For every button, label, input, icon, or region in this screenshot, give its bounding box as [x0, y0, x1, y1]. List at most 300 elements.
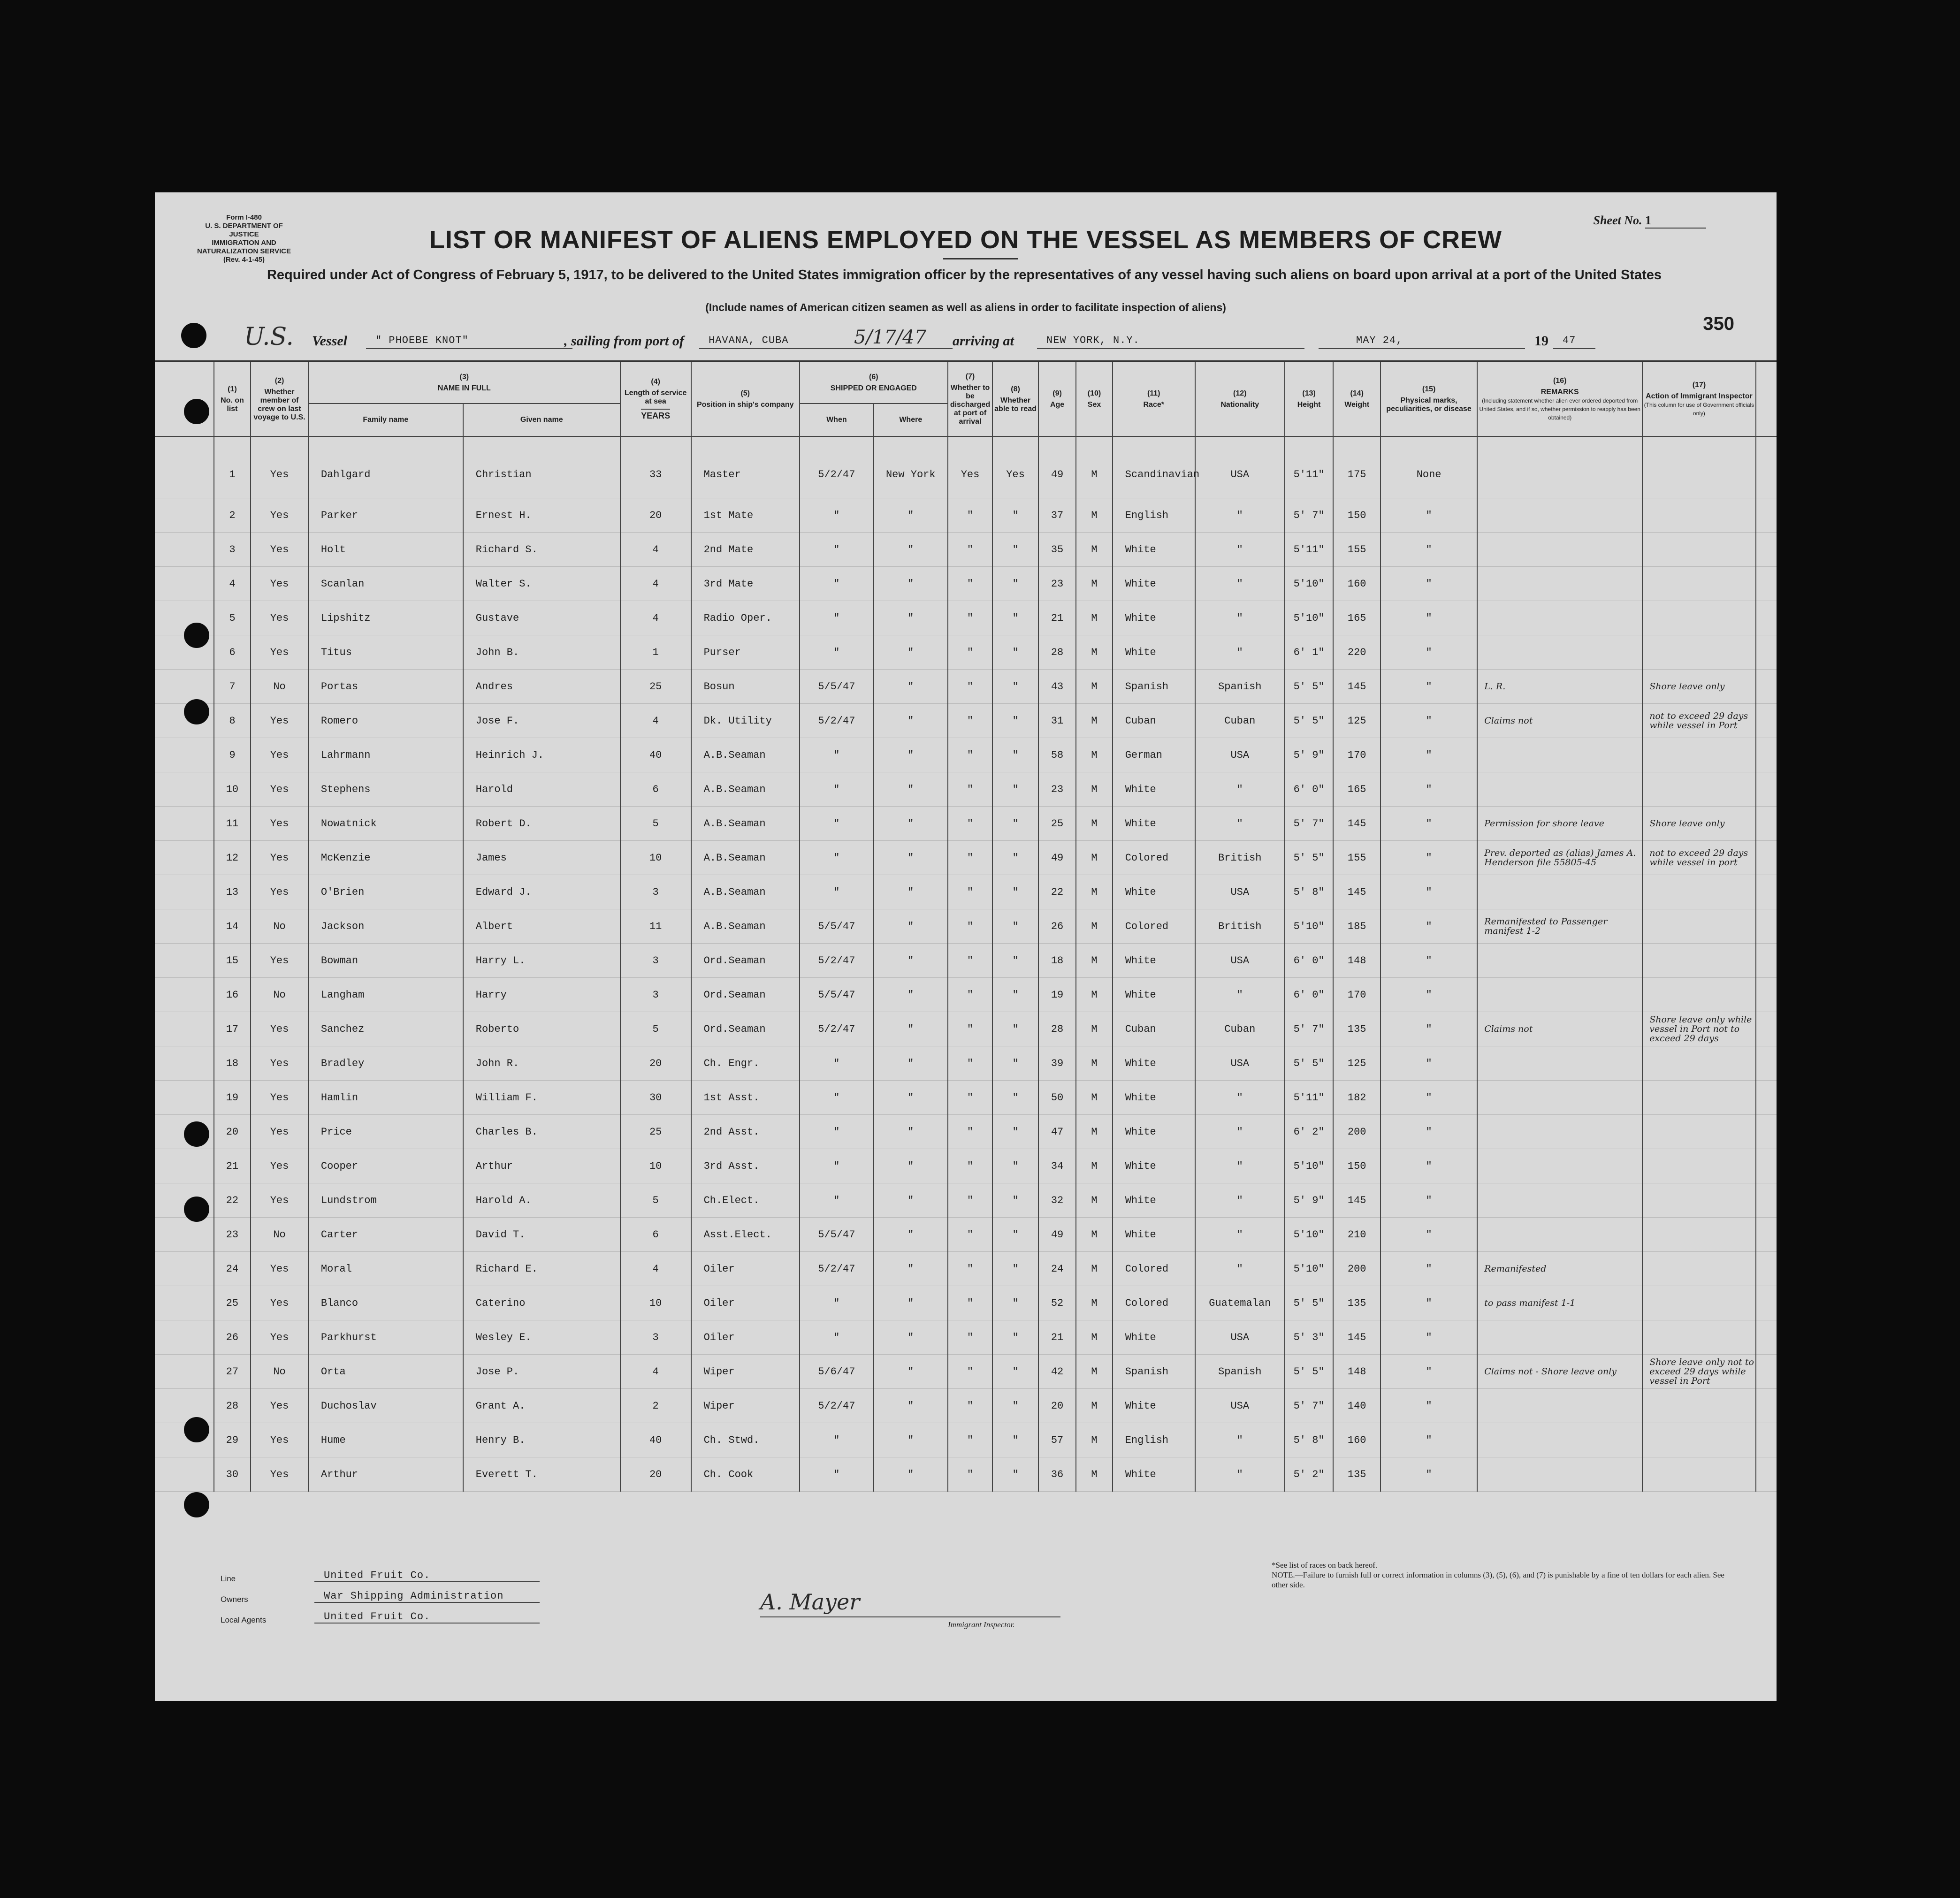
last-voyage-cell: Yes	[251, 772, 308, 807]
shipped-when-cell: "	[800, 1183, 874, 1218]
page-title: LIST OR MANIFEST OF ALIENS EMPLOYED ON THE VESSEL AS MEMBERS OF CREW	[429, 226, 1502, 254]
sex-cell: M	[1076, 1252, 1112, 1286]
able-to-read-cell: "	[992, 978, 1038, 1012]
manifest-page	[155, 192, 1777, 1701]
margin-cell	[1756, 670, 1777, 704]
physical-marks-cell: "	[1380, 704, 1477, 738]
col-where-header: Where	[874, 404, 948, 436]
weight-cell: 200	[1333, 1115, 1380, 1149]
margin-cell	[1756, 1423, 1777, 1457]
shipped-where-cell: "	[874, 635, 948, 670]
given-name-cell: Robert D.	[463, 807, 620, 841]
nationality-cell: "	[1195, 1218, 1285, 1252]
inspector-action-cell	[1642, 1389, 1755, 1423]
nationality-cell: British	[1195, 841, 1285, 875]
position-cell: Bosun	[691, 670, 800, 704]
line-label: Line	[221, 1574, 236, 1583]
height-cell: 5' 8"	[1285, 1423, 1334, 1457]
family-name-cell: Cooper	[308, 1149, 463, 1183]
margin-header	[155, 362, 214, 436]
height-cell: 6' 2"	[1285, 1115, 1334, 1149]
sex-cell: M	[1076, 533, 1112, 567]
shipped-where-cell: "	[874, 533, 948, 567]
binder-hole	[181, 323, 206, 348]
years-service-cell: 25	[620, 670, 691, 704]
table-row	[155, 1286, 1777, 1320]
physical-marks-cell: "	[1380, 875, 1477, 909]
given-name-cell: Roberto	[463, 1012, 620, 1046]
remarks-cell: Claims not	[1477, 704, 1642, 738]
age-cell: 19	[1038, 978, 1076, 1012]
binder-hole	[184, 1492, 209, 1517]
last-voyage-cell: No	[251, 1355, 308, 1389]
given-name-cell: Charles B.	[463, 1115, 620, 1149]
years-service-cell: 6	[620, 772, 691, 807]
margin-cell	[1756, 533, 1777, 567]
races-note: *See list of races on back hereof.	[1272, 1561, 1378, 1570]
given-name-cell: Albert	[463, 909, 620, 944]
height-cell: 5'10"	[1285, 1149, 1334, 1183]
years-service-cell: 40	[620, 738, 691, 772]
col-read-header: (8) Whether able to read	[992, 362, 1038, 436]
family-name-cell: Titus	[308, 635, 463, 670]
last-voyage-cell: Yes	[251, 635, 308, 670]
race-cell: White	[1113, 1149, 1195, 1183]
sex-cell: M	[1076, 875, 1112, 909]
table-row	[155, 841, 1777, 875]
nationality-cell: USA	[1195, 875, 1285, 909]
last-voyage-cell: Yes	[251, 738, 308, 772]
height-cell: 5' 9"	[1285, 1183, 1334, 1218]
physical-marks-cell: "	[1380, 841, 1477, 875]
discharged-cell: "	[948, 1457, 993, 1492]
age-cell: 47	[1038, 1115, 1076, 1149]
year-prefix: 19	[1534, 333, 1548, 349]
nationality-cell: "	[1195, 1081, 1285, 1115]
table-row	[155, 978, 1777, 1012]
remarks-cell	[1477, 875, 1642, 909]
sex-cell: M	[1076, 498, 1112, 533]
age-cell: 26	[1038, 909, 1076, 944]
page-subtitle: Required under Act of Congress of February 5, 1917, to be delivered to the United States immigration officer by the representatives of any vessel having such aliens on board upon arrival at a port of the United States	[267, 267, 1662, 282]
margin-cell	[1756, 1320, 1777, 1355]
vessel-name: " PHOEBE KNOT"	[366, 333, 572, 349]
position-cell: Ch. Stwd.	[691, 1423, 800, 1457]
discharged-cell: "	[948, 1183, 993, 1218]
inspector-action-cell	[1642, 944, 1755, 978]
able-to-read-cell: "	[992, 704, 1038, 738]
family-name-cell: O'Brien	[308, 875, 463, 909]
sex-cell: M	[1076, 944, 1112, 978]
inspector-action-cell	[1642, 1081, 1755, 1115]
family-name-cell: Bowman	[308, 944, 463, 978]
family-name-cell: Nowatnick	[308, 807, 463, 841]
weight-cell: 170	[1333, 738, 1380, 772]
discharged-cell: "	[948, 807, 993, 841]
margin-cell	[1756, 1457, 1777, 1492]
nationality-cell: "	[1195, 635, 1285, 670]
discharged-cell: "	[948, 670, 993, 704]
physical-marks-cell: "	[1380, 944, 1477, 978]
age-cell: 49	[1038, 1218, 1076, 1252]
shipped-when-cell: 5/2/47	[800, 436, 874, 498]
margin-cell	[1756, 807, 1777, 841]
form-dept: U. S. DEPARTMENT OF JUSTICE	[205, 222, 283, 238]
margin-cell	[1756, 704, 1777, 738]
shipped-when-cell: "	[800, 807, 874, 841]
last-voyage-cell: Yes	[251, 1320, 308, 1355]
physical-marks-cell: "	[1380, 635, 1477, 670]
given-name-cell: James	[463, 841, 620, 875]
inspector-action-cell	[1642, 1149, 1755, 1183]
inspector-action-cell: not to exceed 29 days while vessel in port	[1642, 841, 1755, 875]
margin-cell	[1756, 635, 1777, 670]
discharged-cell: "	[948, 1286, 993, 1320]
row-number-cell: 1	[214, 436, 251, 498]
race-cell: Cuban	[1113, 1012, 1195, 1046]
position-cell: A.B.Seaman	[691, 772, 800, 807]
physical-marks-cell: "	[1380, 738, 1477, 772]
physical-marks-cell: "	[1380, 1252, 1477, 1286]
age-cell: 37	[1038, 498, 1076, 533]
nationality-cell: British	[1195, 909, 1285, 944]
shipped-when-cell: "	[800, 1320, 874, 1355]
sex-cell: M	[1076, 807, 1112, 841]
nationality-cell: "	[1195, 601, 1285, 635]
given-name-cell: Jose F.	[463, 704, 620, 738]
position-cell: Ord.Seaman	[691, 1012, 800, 1046]
given-name-cell: Ernest H.	[463, 498, 620, 533]
discharged-cell: "	[948, 978, 993, 1012]
age-cell: 28	[1038, 635, 1076, 670]
remarks-cell	[1477, 567, 1642, 601]
given-name-cell: Richard S.	[463, 533, 620, 567]
row-number-cell: 20	[214, 1115, 251, 1149]
years-service-cell: 10	[620, 1149, 691, 1183]
able-to-read-cell: "	[992, 772, 1038, 807]
age-cell: 23	[1038, 772, 1076, 807]
physical-marks-cell: "	[1380, 1012, 1477, 1046]
inspector-action-cell	[1642, 875, 1755, 909]
shipped-where-cell: "	[874, 1252, 948, 1286]
table-row	[155, 436, 1777, 498]
form-number: Form I-480	[226, 213, 262, 221]
sex-cell: M	[1076, 1286, 1112, 1320]
position-cell: A.B.Seaman	[691, 738, 800, 772]
age-cell: 18	[1038, 944, 1076, 978]
shipped-when-cell: 5/2/47	[800, 704, 874, 738]
physical-marks-cell: "	[1380, 1115, 1477, 1149]
margin-cell	[155, 875, 214, 909]
col-number-header: (1) No. on list	[214, 362, 251, 436]
physical-marks-cell: "	[1380, 670, 1477, 704]
margin-header-right	[1756, 362, 1777, 436]
inspector-action-cell	[1642, 498, 1755, 533]
able-to-read-cell: "	[992, 1115, 1038, 1149]
sex-cell: M	[1076, 1423, 1112, 1457]
given-name-cell: Everett T.	[463, 1457, 620, 1492]
margin-cell	[155, 567, 214, 601]
race-cell: White	[1113, 533, 1195, 567]
years-service-cell: 6	[620, 1218, 691, 1252]
inspector-action-cell: Shore leave only while vessel in Port not to exceed 29 days	[1642, 1012, 1755, 1046]
family-name-cell: Lundstrom	[308, 1183, 463, 1218]
agents-field	[221, 1611, 431, 1625]
col-given-name-header: Given name	[463, 404, 620, 436]
sex-cell: M	[1076, 1081, 1112, 1115]
last-voyage-cell: No	[251, 670, 308, 704]
row-number-cell: 23	[214, 1218, 251, 1252]
years-service-cell: 11	[620, 909, 691, 944]
margin-cell	[1756, 772, 1777, 807]
height-cell: 5'10"	[1285, 567, 1334, 601]
last-voyage-cell: Yes	[251, 1457, 308, 1492]
age-cell: 21	[1038, 1320, 1076, 1355]
height-cell: 5' 5"	[1285, 1286, 1334, 1320]
port-of-departure: HAVANA, CUBA	[699, 333, 953, 349]
margin-cell	[155, 841, 214, 875]
able-to-read-cell: "	[992, 909, 1038, 944]
discharged-cell: "	[948, 567, 993, 601]
race-cell: White	[1113, 944, 1195, 978]
age-cell: 49	[1038, 436, 1076, 498]
able-to-read-cell: "	[992, 738, 1038, 772]
form-service: IMMIGRATION AND NATURALIZATION SERVICE	[197, 239, 291, 255]
inspector-action-cell	[1642, 738, 1755, 772]
margin-cell	[1756, 1355, 1777, 1389]
inspector-action-cell	[1642, 1252, 1755, 1286]
age-cell: 24	[1038, 1252, 1076, 1286]
last-voyage-cell: Yes	[251, 436, 308, 498]
inspector-action-cell	[1642, 436, 1755, 498]
family-name-cell: Langham	[308, 978, 463, 1012]
able-to-read-cell: "	[992, 601, 1038, 635]
age-cell: 39	[1038, 1046, 1076, 1081]
shipped-when-cell: "	[800, 1081, 874, 1115]
race-cell: Cuban	[1113, 704, 1195, 738]
row-number-cell: 22	[214, 1183, 251, 1218]
table-row	[155, 635, 1777, 670]
physical-marks-cell: "	[1380, 1286, 1477, 1320]
given-name-cell: Christian	[463, 436, 620, 498]
physical-marks-cell: "	[1380, 1423, 1477, 1457]
able-to-read-cell: "	[992, 1183, 1038, 1218]
remarks-cell	[1477, 1081, 1642, 1115]
family-name-cell: Blanco	[308, 1286, 463, 1320]
shipped-where-cell: "	[874, 1320, 948, 1355]
shipped-where-cell: "	[874, 1355, 948, 1389]
shipped-where-cell: "	[874, 1046, 948, 1081]
table-row	[155, 1457, 1777, 1492]
position-cell: A.B.Seaman	[691, 875, 800, 909]
margin-cell	[155, 533, 214, 567]
line-value: United Fruit Co.	[314, 1570, 540, 1582]
margin-cell	[155, 1081, 214, 1115]
last-voyage-cell: Yes	[251, 533, 308, 567]
height-cell: 6' 0"	[1285, 772, 1334, 807]
height-cell: 5' 5"	[1285, 670, 1334, 704]
remarks-cell	[1477, 1183, 1642, 1218]
arrival-port: NEW YORK, N.Y.	[1037, 333, 1304, 349]
position-cell: Ord.Seaman	[691, 944, 800, 978]
height-cell: 5' 5"	[1285, 1046, 1334, 1081]
margin-cell	[1756, 436, 1777, 498]
remarks-cell	[1477, 1046, 1642, 1081]
inspector-action-cell: Shore leave only	[1642, 670, 1755, 704]
nationality-cell: "	[1195, 1252, 1285, 1286]
family-name-cell: Arthur	[308, 1457, 463, 1492]
nationality-cell: USA	[1195, 738, 1285, 772]
margin-cell	[1756, 1149, 1777, 1183]
height-cell: 5' 2"	[1285, 1457, 1334, 1492]
given-name-cell: Arthur	[463, 1149, 620, 1183]
sheet-value: 1	[1645, 213, 1706, 229]
years-service-cell: 10	[620, 1286, 691, 1320]
remarks-cell: Remanifested	[1477, 1252, 1642, 1286]
col-when-header: When	[800, 404, 874, 436]
shipped-where-cell: "	[874, 670, 948, 704]
race-cell: English	[1113, 498, 1195, 533]
age-cell: 50	[1038, 1081, 1076, 1115]
race-cell: White	[1113, 601, 1195, 635]
years-service-cell: 5	[620, 1012, 691, 1046]
weight-cell: 160	[1333, 567, 1380, 601]
col-shipped-header: (6) SHIPPED OR ENGAGED	[800, 362, 948, 404]
last-voyage-cell: Yes	[251, 1423, 308, 1457]
binder-hole	[184, 1121, 209, 1147]
physical-marks-cell: "	[1380, 567, 1477, 601]
shipped-when-cell: "	[800, 1115, 874, 1149]
height-cell: 5'11"	[1285, 1081, 1334, 1115]
margin-cell	[155, 436, 214, 498]
sailing-label: , sailing from port of	[564, 333, 684, 349]
nationality-cell: Spanish	[1195, 1355, 1285, 1389]
height-cell: 5' 5"	[1285, 704, 1334, 738]
row-number-cell: 4	[214, 567, 251, 601]
family-name-cell: Orta	[308, 1355, 463, 1389]
race-cell: White	[1113, 1320, 1195, 1355]
able-to-read-cell: "	[992, 1423, 1038, 1457]
weight-cell: 150	[1333, 498, 1380, 533]
given-name-cell: Andres	[463, 670, 620, 704]
race-cell: White	[1113, 1218, 1195, 1252]
shipped-when-cell: 5/2/47	[800, 944, 874, 978]
family-name-cell: Stephens	[308, 772, 463, 807]
col-family-name-header: Family name	[308, 404, 463, 436]
margin-cell	[155, 909, 214, 944]
given-name-cell: Walter S.	[463, 567, 620, 601]
departure-date-handwritten: 5/17/47	[854, 327, 927, 348]
height-cell: 5' 5"	[1285, 841, 1334, 875]
last-voyage-cell: No	[251, 978, 308, 1012]
sex-cell: M	[1076, 1012, 1112, 1046]
nationality-cell: Cuban	[1195, 704, 1285, 738]
last-voyage-cell: Yes	[251, 567, 308, 601]
row-number-cell: 16	[214, 978, 251, 1012]
height-cell: 5'10"	[1285, 601, 1334, 635]
age-cell: 31	[1038, 704, 1076, 738]
inspector-action-cell: Shore leave only not to exceed 29 days while vessel in Port	[1642, 1355, 1755, 1389]
family-name-cell: Carter	[308, 1218, 463, 1252]
given-name-cell: Caterino	[463, 1286, 620, 1320]
shipped-when-cell: 5/5/47	[800, 909, 874, 944]
inspector-action-cell	[1642, 1183, 1755, 1218]
years-service-cell: 25	[620, 1115, 691, 1149]
margin-cell	[155, 1046, 214, 1081]
able-to-read-cell: "	[992, 1320, 1038, 1355]
footer-note	[1272, 1560, 1741, 1590]
able-to-read-cell: "	[992, 567, 1038, 601]
remarks-cell	[1477, 738, 1642, 772]
position-cell: 3rd Mate	[691, 567, 800, 601]
last-voyage-cell: Yes	[251, 875, 308, 909]
row-number-cell: 28	[214, 1389, 251, 1423]
able-to-read-cell: "	[992, 1252, 1038, 1286]
inspector-action-cell	[1642, 1423, 1755, 1457]
row-number-cell: 30	[214, 1457, 251, 1492]
nationality-cell: "	[1195, 533, 1285, 567]
row-number-cell: 19	[214, 1081, 251, 1115]
table-row	[155, 1081, 1777, 1115]
able-to-read-cell: "	[992, 944, 1038, 978]
position-cell: Oiler	[691, 1252, 800, 1286]
shipped-where-cell: "	[874, 1149, 948, 1183]
last-voyage-cell: Yes	[251, 1286, 308, 1320]
shipped-where-cell: "	[874, 704, 948, 738]
position-cell: Oiler	[691, 1286, 800, 1320]
last-voyage-cell: No	[251, 1218, 308, 1252]
physical-marks-cell: "	[1380, 1081, 1477, 1115]
discharged-cell: "	[948, 944, 993, 978]
row-number-cell: 3	[214, 533, 251, 567]
position-cell: A.B.Seaman	[691, 841, 800, 875]
remarks-cell	[1477, 498, 1642, 533]
shipped-where-cell: "	[874, 807, 948, 841]
given-name-cell: David T.	[463, 1218, 620, 1252]
margin-cell	[1756, 1046, 1777, 1081]
shipped-where-cell: "	[874, 567, 948, 601]
family-name-cell: Dahlgard	[308, 436, 463, 498]
position-cell: Wiper	[691, 1389, 800, 1423]
years-service-cell: 4	[620, 1355, 691, 1389]
shipped-when-cell: 5/5/47	[800, 670, 874, 704]
shipped-when-cell: 5/5/47	[800, 978, 874, 1012]
physical-marks-cell: "	[1380, 978, 1477, 1012]
binder-hole	[184, 623, 209, 648]
discharged-cell: "	[948, 1355, 993, 1389]
age-cell: 58	[1038, 738, 1076, 772]
race-cell: White	[1113, 567, 1195, 601]
height-cell: 5' 7"	[1285, 807, 1334, 841]
height-cell: 6' 1"	[1285, 635, 1334, 670]
margin-cell	[1756, 601, 1777, 635]
position-cell: Wiper	[691, 1355, 800, 1389]
nationality-cell: Spanish	[1195, 670, 1285, 704]
years-service-cell: 4	[620, 533, 691, 567]
years-service-cell: 3	[620, 875, 691, 909]
weight-cell: 145	[1333, 875, 1380, 909]
family-name-cell: Hamlin	[308, 1081, 463, 1115]
weight-cell: 165	[1333, 601, 1380, 635]
margin-cell	[1756, 909, 1777, 944]
sex-cell: M	[1076, 1149, 1112, 1183]
table-row	[155, 875, 1777, 909]
weight-cell: 200	[1333, 1252, 1380, 1286]
col-race-header: (11) Race*	[1113, 362, 1195, 436]
height-cell: 5' 3"	[1285, 1320, 1334, 1355]
physical-marks-cell: None	[1380, 436, 1477, 498]
remarks-cell	[1477, 533, 1642, 567]
